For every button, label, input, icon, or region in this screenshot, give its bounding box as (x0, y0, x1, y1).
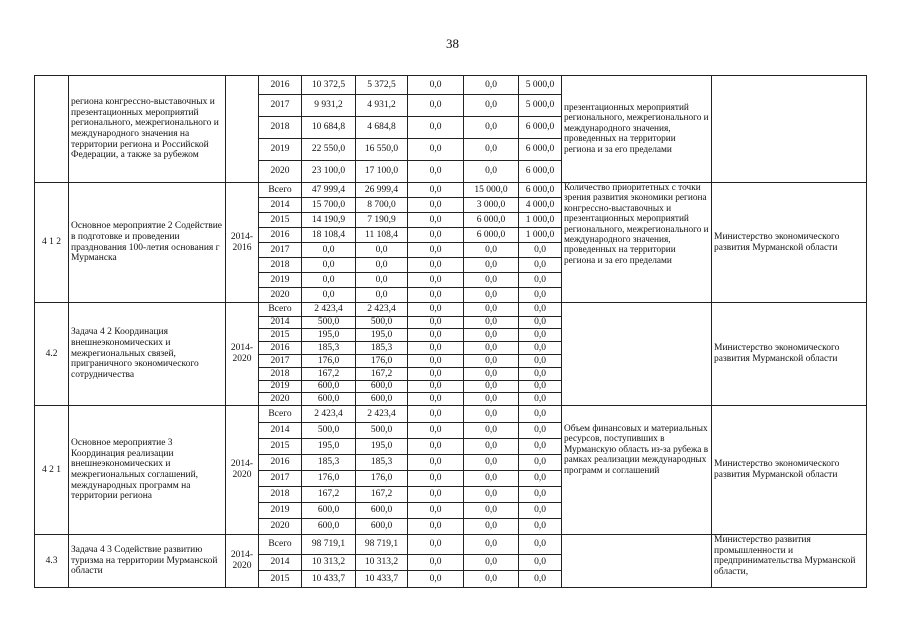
amount-cell: 0,0 (519, 519, 562, 535)
amount-cell: 0,0 (464, 273, 519, 288)
responsible-ministry: Министерство развития промышленности и предпринимательства Мурманской области, (712, 535, 867, 588)
amount-cell: 0,0 (408, 228, 464, 243)
amount-cell: 500,0 (356, 317, 408, 329)
amount-cell: 0,0 (408, 535, 464, 555)
year-cell: 2016 (259, 455, 302, 471)
amount-cell: 1 000,0 (519, 228, 562, 243)
amount-cell: 0,0 (464, 139, 519, 161)
amount-cell: 47 999,4 (302, 183, 356, 198)
amount-cell: 0,0 (519, 423, 562, 439)
amount-cell: 10 313,2 (356, 555, 408, 571)
amount-cell: 0,0 (356, 258, 408, 273)
amount-cell: 0,0 (408, 393, 464, 406)
amount-cell: 0,0 (519, 317, 562, 329)
amount-cell: 195,0 (302, 439, 356, 455)
amount-cell: 0,0 (356, 288, 408, 303)
period: 2014-2020 (226, 406, 259, 535)
result-indicator (562, 303, 712, 406)
period: 2014-2016 (226, 183, 259, 303)
amount-cell: 600,0 (302, 519, 356, 535)
amount-cell: 0,0 (408, 76, 464, 95)
amount-cell: 0,0 (408, 183, 464, 198)
year-cell: 2020 (259, 161, 302, 183)
amount-cell: 0,0 (408, 273, 464, 288)
page-number: 38 (446, 36, 459, 51)
amount-cell: 0,0 (408, 368, 464, 381)
amount-cell: 0,0 (519, 273, 562, 288)
amount-cell: 0,0 (408, 198, 464, 213)
amount-cell: 4 684,8 (356, 117, 408, 139)
year-cell: 2018 (259, 487, 302, 503)
amount-cell: 0,0 (519, 243, 562, 258)
responsible-ministry: Министерство экономического развития Мурманской области (712, 303, 867, 406)
amount-cell: 0,0 (464, 535, 519, 555)
amount-cell: 17 100,0 (356, 161, 408, 183)
period (226, 76, 259, 183)
amount-cell: 0,0 (519, 355, 562, 368)
amount-cell: 11 108,4 (356, 228, 408, 243)
amount-cell: 0,0 (408, 439, 464, 455)
amount-cell: 0,0 (464, 368, 519, 381)
section-code: 4.3 (35, 535, 69, 588)
amount-cell: 0,0 (464, 406, 519, 423)
amount-cell: 0,0 (519, 342, 562, 355)
activity-name: Основное мероприятие 2 Содействие в подготовке и проведении празднования 100-летия основания г Мурманска (69, 183, 226, 303)
amount-cell: 167,2 (302, 368, 356, 381)
year-cell: Всего (259, 535, 302, 555)
amount-cell: 0,0 (519, 368, 562, 381)
year-cell: 2015 (259, 571, 302, 588)
amount-cell: 15 700,0 (302, 198, 356, 213)
amount-cell: 2 423,4 (356, 303, 408, 317)
amount-cell: 0,0 (464, 161, 519, 183)
amount-cell: 0,0 (408, 519, 464, 535)
amount-cell: 4 000,0 (519, 198, 562, 213)
amount-cell: 0,0 (519, 471, 562, 487)
responsible-ministry: Министерство экономического развития Мурманской области (712, 183, 867, 303)
amount-cell: 0,0 (464, 258, 519, 273)
section-code: 4 2 1 (35, 406, 69, 535)
amount-cell: 0,0 (464, 571, 519, 588)
year-cell: 2017 (259, 471, 302, 487)
amount-cell: 0,0 (464, 117, 519, 139)
amount-cell: 0,0 (408, 139, 464, 161)
amount-cell: 98 719,1 (356, 535, 408, 555)
amount-cell: 0,0 (464, 76, 519, 95)
amount-cell: 5 000,0 (519, 76, 562, 95)
result-indicator: Объем финансовых и материальных ресурсов, поступивших в Мурманскую область из-за рубежа в рамках реализации международных программ и соглашений (562, 406, 712, 535)
table-row (35, 535, 867, 555)
amount-cell: 0,0 (408, 406, 464, 423)
amount-cell: 0,0 (464, 288, 519, 303)
amount-cell: 6 000,0 (519, 139, 562, 161)
amount-cell: 0,0 (464, 317, 519, 329)
amount-cell: 0,0 (408, 303, 464, 317)
amount-cell: 600,0 (302, 393, 356, 406)
result-indicator: Количество приоритетных с точки зрения развития экономики региона конгрессно-выставочных и презентационных мероприятий регионального, межрегионального и международного значения, проведенных на территории региона и за его пределами (562, 183, 712, 303)
amount-cell: 0,0 (519, 329, 562, 342)
activity-name: Задача 4 2 Координация внешнеэкономических и межрегиональных связей, приграничного экономического сотрудничества (69, 303, 226, 406)
amount-cell: 0,0 (464, 95, 519, 117)
amount-cell: 0,0 (464, 439, 519, 455)
amount-cell: 167,2 (302, 487, 356, 503)
amount-cell: 4 931,2 (356, 95, 408, 117)
responsible-ministry: Министерство экономического развития Мурманской области (712, 406, 867, 535)
year-cell: 2020 (259, 288, 302, 303)
amount-cell: 0,0 (408, 288, 464, 303)
amount-cell: 2 423,4 (302, 406, 356, 423)
amount-cell: 0,0 (464, 455, 519, 471)
year-cell: 2017 (259, 243, 302, 258)
amount-cell: 0,0 (464, 243, 519, 258)
amount-cell: 0,0 (408, 329, 464, 342)
year-cell: 2014 (259, 317, 302, 329)
amount-cell: 0,0 (408, 95, 464, 117)
amount-cell: 0,0 (408, 161, 464, 183)
activity-name: региона конгрессно-выставочных и презентационных мероприятий регионального, межрегионального и международного значения на территории региона и Российской Федерации, а также за рубежом (69, 76, 226, 183)
amount-cell: 0,0 (408, 243, 464, 258)
amount-cell: 167,2 (356, 487, 408, 503)
amount-cell: 16 550,0 (356, 139, 408, 161)
amount-cell: 0,0 (519, 303, 562, 317)
year-cell: 2020 (259, 393, 302, 406)
amount-cell: 500,0 (356, 423, 408, 439)
amount-cell: 6 000,0 (464, 213, 519, 228)
amount-cell: 5 372,5 (356, 76, 408, 95)
period: 2014-2020 (226, 535, 259, 588)
amount-cell: 10 433,7 (302, 571, 356, 588)
amount-cell: 26 999,4 (356, 183, 408, 198)
amount-cell: 10 433,7 (356, 571, 408, 588)
result-indicator (562, 535, 712, 588)
amount-cell: 0,0 (519, 555, 562, 571)
year-cell: Всего (259, 183, 302, 198)
year-cell: 2014 (259, 555, 302, 571)
year-cell: 2018 (259, 117, 302, 139)
year-cell: 2015 (259, 329, 302, 342)
year-cell: 2015 (259, 213, 302, 228)
amount-cell: 0,0 (408, 213, 464, 228)
amount-cell: 500,0 (302, 423, 356, 439)
table-row (35, 183, 867, 198)
amount-cell: 0,0 (408, 342, 464, 355)
amount-cell: 0,0 (519, 503, 562, 519)
amount-cell: 1 000,0 (519, 213, 562, 228)
year-cell: Всего (259, 303, 302, 317)
amount-cell: 185,3 (356, 455, 408, 471)
amount-cell: 0,0 (302, 273, 356, 288)
responsible-ministry (712, 76, 867, 183)
amount-cell: 176,0 (356, 355, 408, 368)
section-code: 4 1 2 (35, 183, 69, 303)
amount-cell: 600,0 (302, 381, 356, 393)
period: 2014-2020 (226, 303, 259, 406)
amount-cell: 185,3 (356, 342, 408, 355)
year-cell: 2020 (259, 519, 302, 535)
section-code (35, 76, 69, 183)
amount-cell: 195,0 (302, 329, 356, 342)
amount-cell: 0,0 (464, 303, 519, 317)
amount-cell: 6 000,0 (464, 228, 519, 243)
amount-cell: 3 000,0 (464, 198, 519, 213)
amount-cell: 23 100,0 (302, 161, 356, 183)
table-row (35, 76, 867, 95)
amount-cell: 15 000,0 (464, 183, 519, 198)
year-cell: 2016 (259, 342, 302, 355)
activity-name: Задача 4 3 Содействие развитию туризма на территории Мурманской области (69, 535, 226, 588)
amount-cell: 0,0 (464, 423, 519, 439)
amount-cell: 195,0 (356, 439, 408, 455)
amount-cell: 0,0 (519, 439, 562, 455)
amount-cell: 9 931,2 (302, 95, 356, 117)
amount-cell: 98 719,1 (302, 535, 356, 555)
amount-cell: 0,0 (408, 117, 464, 139)
section-code: 4.2 (35, 303, 69, 406)
table-row (35, 303, 867, 317)
amount-cell: 0,0 (464, 393, 519, 406)
amount-cell: 10 372,5 (302, 76, 356, 95)
amount-cell: 10 313,2 (302, 555, 356, 571)
amount-cell: 0,0 (519, 455, 562, 471)
amount-cell: 5 000,0 (519, 95, 562, 117)
amount-cell: 0,0 (408, 503, 464, 519)
amount-cell: 0,0 (464, 355, 519, 368)
year-cell: 2017 (259, 95, 302, 117)
amount-cell: 600,0 (302, 503, 356, 519)
amount-cell: 600,0 (356, 503, 408, 519)
amount-cell: 0,0 (519, 535, 562, 555)
amount-cell: 0,0 (464, 381, 519, 393)
amount-cell: 0,0 (519, 406, 562, 423)
amount-cell: 2 423,4 (356, 406, 408, 423)
amount-cell: 0,0 (302, 258, 356, 273)
amount-cell: 176,0 (302, 355, 356, 368)
amount-cell: 500,0 (302, 317, 356, 329)
amount-cell: 0,0 (464, 503, 519, 519)
amount-cell: 167,2 (356, 368, 408, 381)
amount-cell: 0,0 (519, 487, 562, 503)
amount-cell: 0,0 (302, 243, 356, 258)
year-cell: 2019 (259, 381, 302, 393)
amount-cell: 0,0 (519, 393, 562, 406)
program-table (34, 75, 867, 588)
year-cell: 2014 (259, 198, 302, 213)
amount-cell: 600,0 (356, 393, 408, 406)
amount-cell: 0,0 (408, 555, 464, 571)
amount-cell: 0,0 (408, 381, 464, 393)
year-cell: 2018 (259, 258, 302, 273)
amount-cell: 185,3 (302, 455, 356, 471)
amount-cell: 6 000,0 (519, 117, 562, 139)
amount-cell: 0,0 (464, 329, 519, 342)
amount-cell: 0,0 (408, 258, 464, 273)
amount-cell: 0,0 (408, 423, 464, 439)
amount-cell: 6 000,0 (519, 183, 562, 198)
amount-cell: 0,0 (408, 455, 464, 471)
amount-cell: 176,0 (302, 471, 356, 487)
amount-cell: 0,0 (464, 471, 519, 487)
year-cell: 2019 (259, 273, 302, 288)
amount-cell: 18 108,4 (302, 228, 356, 243)
amount-cell: 10 684,8 (302, 117, 356, 139)
amount-cell: 0,0 (302, 288, 356, 303)
amount-cell: 14 190,9 (302, 213, 356, 228)
year-cell: 2016 (259, 76, 302, 95)
amount-cell: 600,0 (356, 381, 408, 393)
amount-cell: 0,0 (464, 342, 519, 355)
amount-cell: 176,0 (356, 471, 408, 487)
amount-cell: 7 190,9 (356, 213, 408, 228)
amount-cell: 0,0 (408, 317, 464, 329)
amount-cell: 0,0 (464, 555, 519, 571)
year-cell: 2017 (259, 355, 302, 368)
amount-cell: 0,0 (464, 487, 519, 503)
amount-cell: 0,0 (519, 571, 562, 588)
year-cell: Всего (259, 406, 302, 423)
amount-cell: 6 000,0 (519, 161, 562, 183)
year-cell: 2014 (259, 423, 302, 439)
amount-cell: 185,3 (302, 342, 356, 355)
amount-cell: 600,0 (356, 519, 408, 535)
year-cell: 2019 (259, 503, 302, 519)
amount-cell: 8 700,0 (356, 198, 408, 213)
amount-cell: 0,0 (519, 381, 562, 393)
amount-cell: 0,0 (519, 288, 562, 303)
activity-name: Основное мероприятие 3 Координация реализации внешнеэкономических и межрегиональных соглашений, международных программ на территории региона (69, 406, 226, 535)
year-cell: 2019 (259, 139, 302, 161)
amount-cell: 0,0 (408, 571, 464, 588)
amount-cell: 0,0 (356, 273, 408, 288)
year-cell: 2018 (259, 368, 302, 381)
amount-cell: 0,0 (519, 258, 562, 273)
table-body (35, 76, 867, 588)
amount-cell: 0,0 (464, 519, 519, 535)
amount-cell: 195,0 (356, 329, 408, 342)
table-row (35, 406, 867, 423)
year-cell: 2015 (259, 439, 302, 455)
amount-cell: 22 550,0 (302, 139, 356, 161)
result-indicator: презентационных мероприятий регионального, межрегионального и международного значения, проведенных на территории региона и за его пределами (562, 76, 712, 183)
amount-cell: 0,0 (408, 487, 464, 503)
amount-cell: 0,0 (408, 471, 464, 487)
amount-cell: 0,0 (356, 243, 408, 258)
amount-cell: 2 423,4 (302, 303, 356, 317)
amount-cell: 0,0 (408, 355, 464, 368)
year-cell: 2016 (259, 228, 302, 243)
